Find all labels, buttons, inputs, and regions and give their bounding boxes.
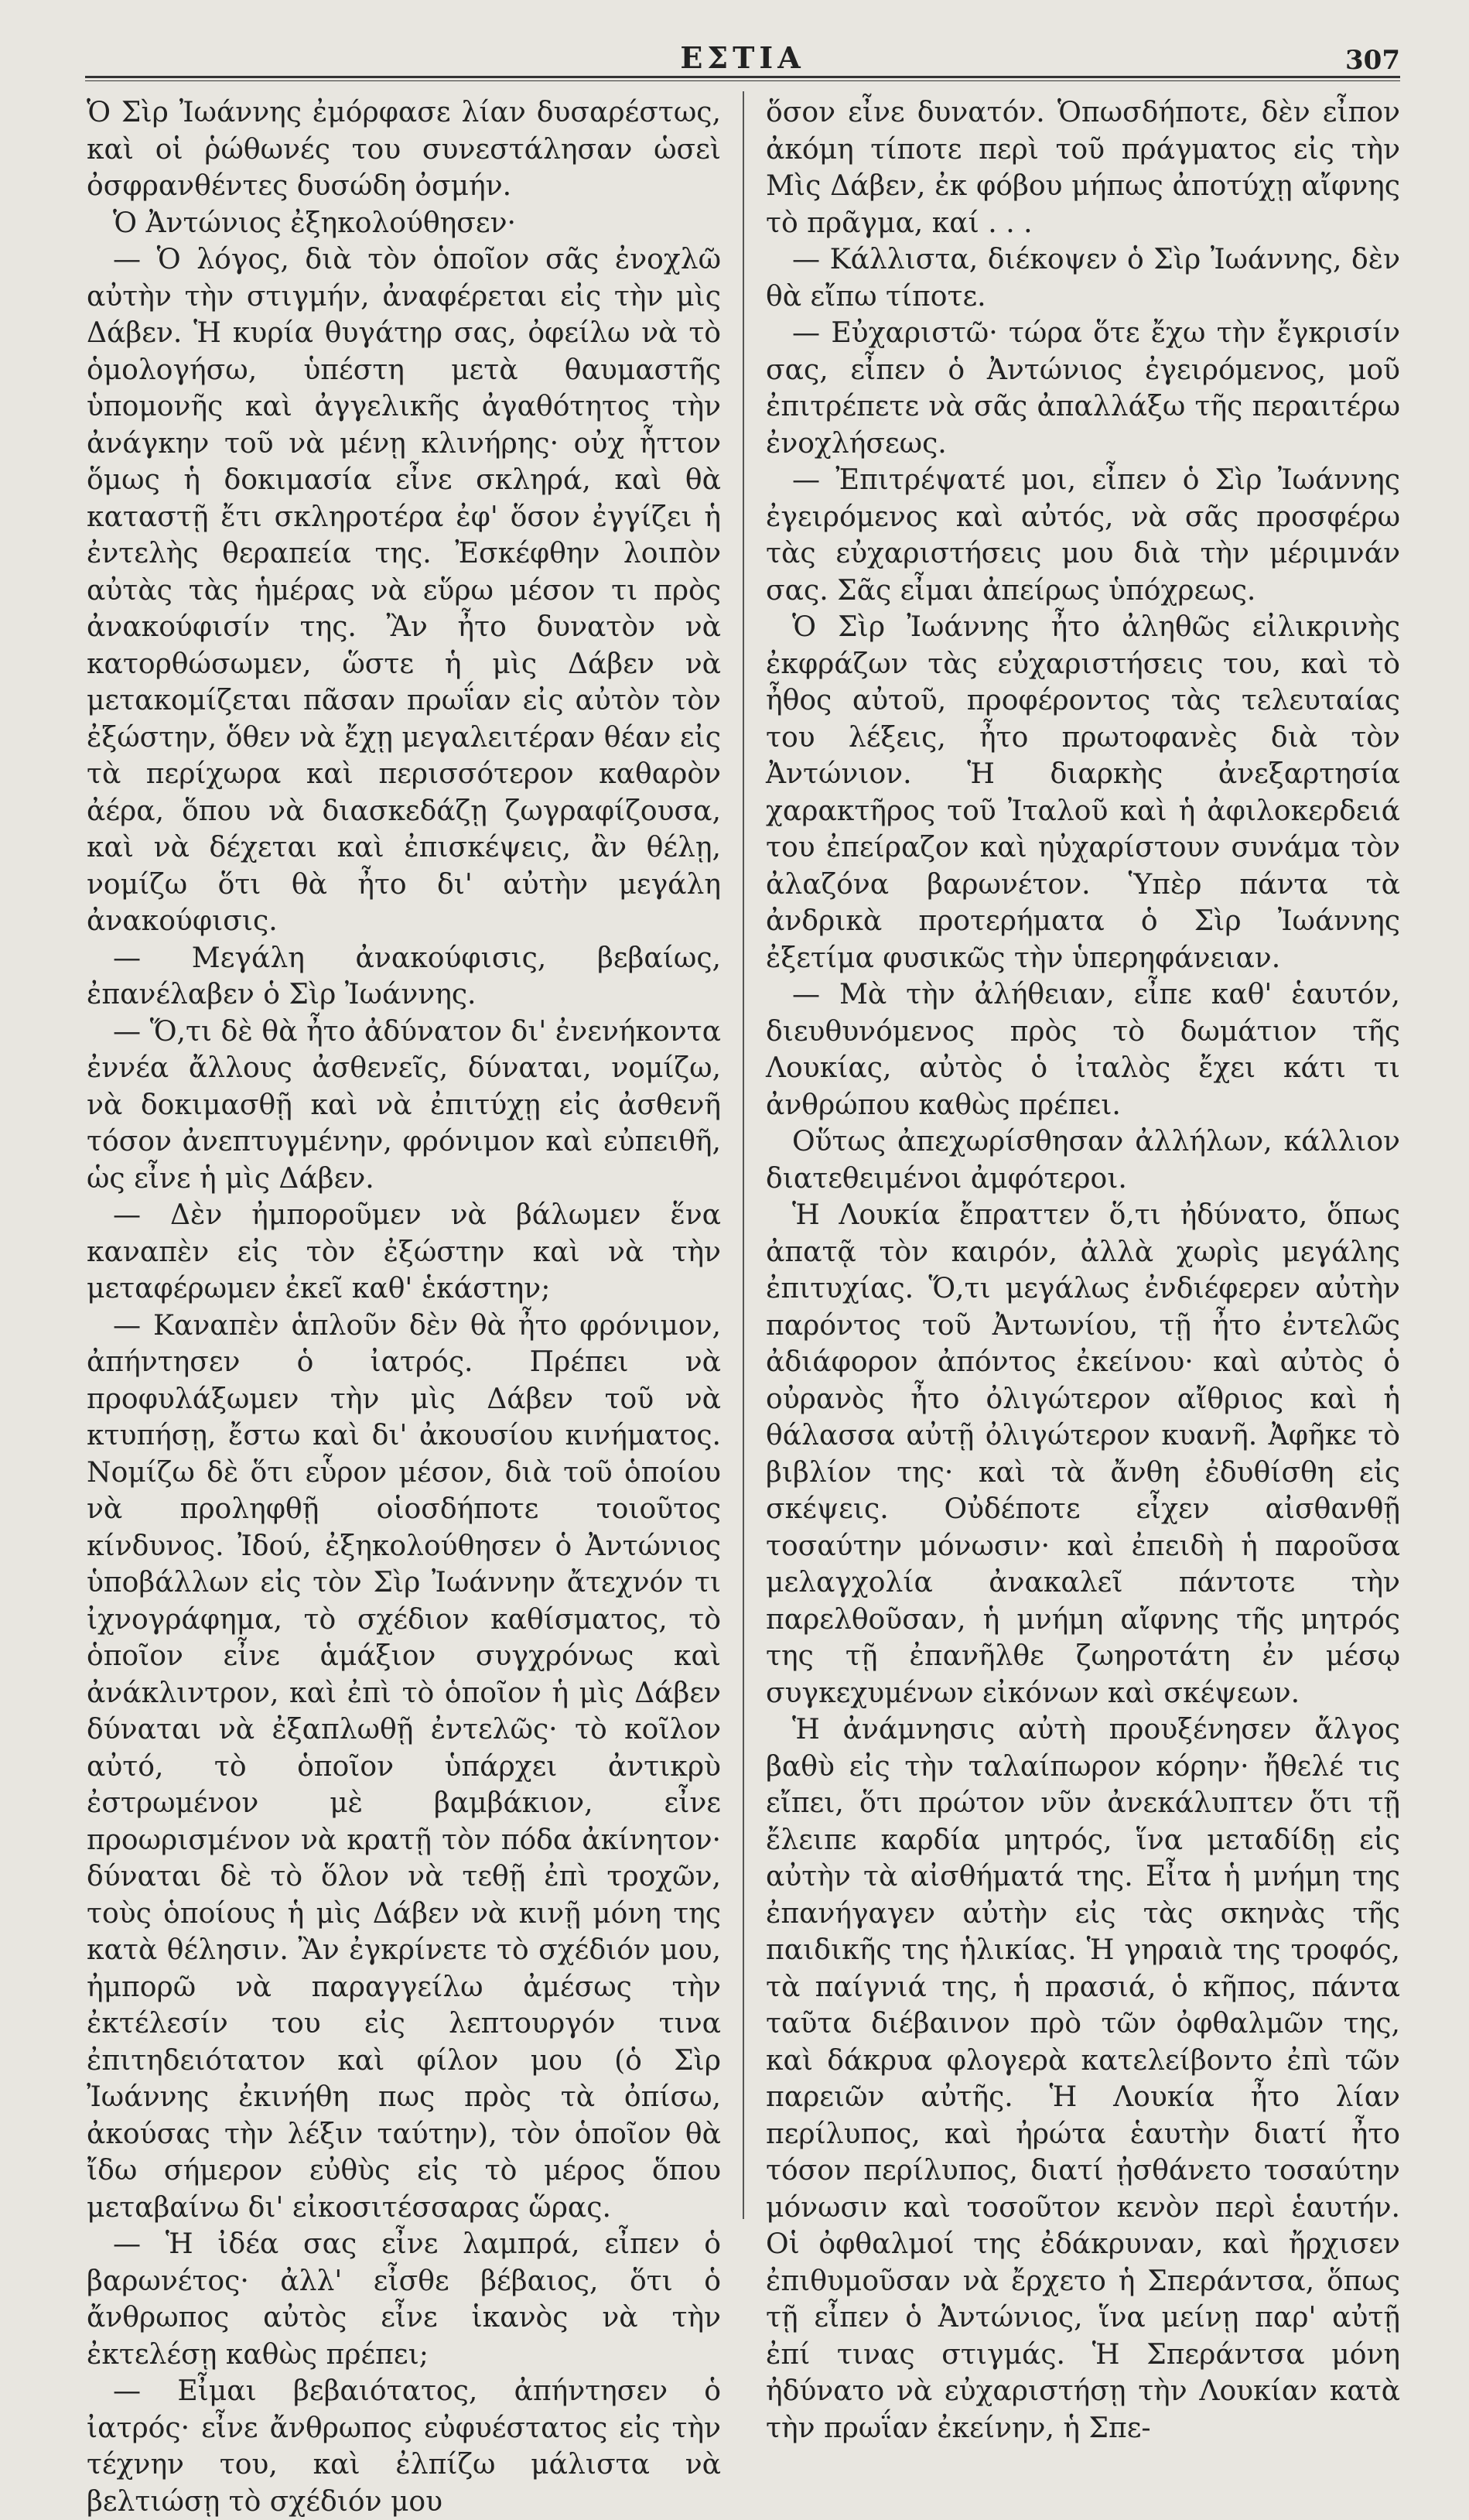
header-rule-thin <box>85 80 1400 81</box>
paragraph: Οὕτως ἀπεχωρίσθησαν ἀλλήλων, κάλλιον διατεθειμένοι ἀμφότεροι. <box>766 1125 1400 1195</box>
paragraph: Ὁ Σὶρ Ἰωάννης ἐμόρφασε λίαν δυσαρέστως, καὶ οἱ ῥώθωνές του συνεστάλησαν ὡσεὶ ὀσφρανθέντες δυσώδη ὀσμήν. <box>87 96 721 202</box>
paragraph: — Εὐχαριστῶ· τώρα ὅτε ἔχω τὴν ἔγκρισίν σας, εἶπεν ὁ Ἀντώνιος ἐγειρόμενος, μοῦ ἐπιτρέπετε νὰ σᾶς ἀπαλλάξω τῆς περαιτέρω ἐνοχλήσεως. <box>766 316 1400 460</box>
header-rule <box>85 76 1400 78</box>
paragraph: Ἡ Λουκία ἔπραττεν ὅ,τι ἠδύνατο, ὅπως ἀπατᾷ τὸν καιρόν, ἀλλὰ χωρὶς μεγάλης ἐπιτυχίας. Ὅ,τι μεγάλως ἐνδιέφερεν αὐτὴν παρόντος τοῦ Ἀντωνίου, τῇ ἦτο ἐντελῶς ἀδιάφορον ἀπόντος ἐκείνου· καὶ αὐτὸς ὁ οὐρανὸς ἦτο ὀλιγώτερον αἴθριος καὶ ἡ θάλασσα αὐτῇ ὀλιγώτερον κυανῆ. Ἀφῆκε τὸ βιβλίον της· καὶ τὰ ἄνθη ἐδυθίσθη εἰς σκέψεις. Οὐδέποτε εἶχεν αἰσθανθῇ τοσαύτην μόνωσιν· καὶ ἐπειδὴ ἡ παροῦσα μελαγχολία ἀνακαλεῖ πάντοτε τὴν παρελθοῦσαν, ἡ μνήμη αἴφνης τῆς μητρός της τῇ ἐπανῆλθε ζωηροτάτη ἐν μέσῳ συγκεχυμένων εἰκόνων καὶ σκέψεων. <box>766 1198 1400 1709</box>
page-header <box>85 34 1400 76</box>
left-column <box>87 94 721 2518</box>
paragraph: — Ὅ,τι δὲ θὰ ἦτο ἀδύνατον δι' ἐνενήκοντα ἐννέα ἄλλους ἀσθενεῖς, δύναται, νομίζω, νὰ δοκιμασθῇ καὶ νὰ ἐπιτύχῃ εἰς ἀσθενῆ τόσον ἀνεπτυγμένην, φρόνιμον καὶ εὐπειθῆ, ὡς εἶνε ἡ μὶς Δάβεν. <box>87 1014 721 1195</box>
paragraph: — Καναπὲν ἁπλοῦν δὲν θὰ ἦτο φρόνιμον, ἀπήντησεν ὁ ἰατρός. Πρέπει νὰ προφυλάξωμεν τὴν μὶς Δάβεν τοῦ νὰ κτυπήσῃ, ἔστω καὶ δι' ἀκουσίου κινήματος. Νομίζω δὲ ὅτι εὗρον μέσον, διὰ τοῦ ὁποίου νὰ προληφθῇ οἱοσδήποτε τοιοῦτος κίνδυνος. Ἰδού, ἐξηκολούθησεν ὁ Ἀντώνιος ὑποβάλλων εἰς τὸν Σὶρ Ἰωάννην ἄτεχνόν τι ἰχνογράφημα, τὸ σχέδιον καθίσματος, τὸ ὁποῖον εἶνε ἁμάξιον συγχρόνως καὶ ἀνάκλιντρον, καὶ ἐπὶ τὸ ὁποῖον ἡ μὶς Δάβεν δύναται νὰ ἐξαπλωθῇ ἐντελῶς· τὸ κοῖλον αὐτό, τὸ ὁποῖον ὑπάρχει ἀντικρὺ ἐστρωμένον μὲ βαμβάκιον, εἶνε προωρισμένον νὰ κρατῇ τὸν πόδα ἀκίνητον· δύναται δὲ τὸ ὅλον νὰ τεθῇ ἐπὶ τροχῶν, τοὺς ὁποίους ἡ μὶς Δάβεν νὰ κινῇ μόνη της κατὰ θέλησιν. Ἂν ἐγκρίνετε τὸ σχέδιόν μου, ἠμπορῶ νὰ παραγγείλω ἀμέσως τὴν ἐκτέλεσίν του εἰς λεπτουργόν τινα ἐπιτηδειότατον καὶ φίλον μου (ὁ Σὶρ Ἰωάννης ἐκινήθη πως πρὸς τὰ ὀπίσω, ἀκούσας τὴν λέξιν ταύτην), τὸν ὁποῖον θὰ ἴδω σήμερον εὐθὺς εἰς τὸ μέρος ὅπου μεταβαίνω δι' εἰκοσιτέσσαρας ὥρας. <box>87 1308 721 2224</box>
page-number: 307 <box>1345 45 1400 76</box>
paragraph: Ἡ ἀνάμνησις αὐτὴ προυξένησεν ἄλγος βαθὺ εἰς τὴν ταλαίπωρον κόρην· ἤθελέ τις εἴπει, ὅτι πρώτον νῦν ἀνεκάλυπτεν ὅτι τῇ ἔλειπε καρδία μητρός, ἵνα μεταδίδῃ εἰς αὐτὴν τὰ αἰσθήματά της. Εἶτα ἡ μνήμη της ἐπανήγαγεν αὐτὴν εἰς τὰς σκηνὰς τῆς παιδικῆς της ἡλικίας. Ἡ γηραιὰ της τροφός, τὰ παίγνιά της, ἡ πρασιά, ὁ κῆπος, πάντα ταῦτα διέβαινον πρὸ τῶν ὀφθαλμῶν της, καὶ δάκρυα φλογερὰ κατελείβοντο ἐπὶ τῶν παρειῶν αὐτῆς. Ἡ Λουκία ἦτο λίαν περίλυπος, καὶ ἠρώτα ἑαυτὴν διατί ἦτο τόσον περίλυπος, διατί ᾐσθάνετο τοσαύτην μόνωσιν καὶ τοσοῦτον κενὸν περὶ ἑαυτήν. Οἱ ὀφθαλμοί της ἐδάκρυναν, καὶ ἤρχισεν ἐπιθυμοῦσαν νὰ ἔρχετο ἡ Σπεράντσα, ὅπως τῇ εἶπεν ὁ Ἀντώνιος, ἵνα μείνῃ παρ' αὐτῇ ἐπί τινας στιγμάς. Ἡ Σπεράντσα μόνη ἠδύνατο νὰ εὐχαριστήσῃ τὴν Λουκίαν κατὰ τὴν πρωΐαν ἐκείνην, ἡ Σπε- <box>766 1713 1400 2444</box>
paragraph: ὅσον εἶνε δυνατόν. Ὁπωσδήποτε, δὲν εἶπον ἀκόμη τίποτε περὶ τοῦ πράγματος εἰς τὴν Μὶς Δάβεν, ἐκ φόβου μήπως ἀποτύχῃ αἴφνης τὸ πρᾶγμα, καί . . . <box>766 96 1400 239</box>
paragraph: Ὁ Ἀντώνιος ἐξηκολούθησεν· <box>113 206 517 239</box>
publication-title: ΕΣΤΙΑ <box>680 40 805 75</box>
paragraph: — Ὁ λόγος, διὰ τὸν ὁποῖον σᾶς ἐνοχλῶ αὐτὴν τὴν στιγμήν, ἀναφέρεται εἰς τὴν μὶς Δάβεν. Ἡ κυρία θυγάτηρ σας, ὀφείλω νὰ τὸ ὁμολογήσω, ὑπέστη μετὰ θαυμαστῆς ὑπομονῆς καὶ ἀγγελικῆς ἀγαθότητος τὴν ἀνάγκην τοῦ νὰ μένῃ κλινήρης· οὐχ ἧττον ὅμως ἡ δοκιμασία εἶνε σκληρά, καὶ θὰ καταστῇ ἔτι σκληροτέρα ἐφ' ὅσον ἐγγίζει ἡ ἐντελὴς θεραπεία της. Ἐσκέφθην λοιπὸν αὐτὰς τὰς ἡμέρας νὰ εὕρω μέσον τι πρὸς ἀνακούφισίν της. Ἂν ἦτο δυνατὸν νὰ κατορθώσωμεν, ὥστε ἡ μὶς Δάβεν νὰ μετακομίζεται πᾶσαν πρωΐαν εἰς αὐτὸν τὸν ἐξώστην, ὅθεν νὰ ἔχῃ μεγαλειτέραν θέαν εἰς τὰ περίχωρα καὶ περισσότερον καθαρὸν ἀέρα, ὅπου νὰ διασκεδάζῃ ζωγραφίζουσα, καὶ νὰ δέχεται καὶ ἐπισκέψεις, ἂν θέλῃ, νομίζω ὅτι θὰ ἦτο δι' αὐτὴν μεγάλη ἀνακούφισις. <box>87 243 721 937</box>
paragraph: — Κάλλιστα, διέκοψεν ὁ Σὶρ Ἰωάννης, δὲν θὰ εἴπω τίποτε. <box>766 243 1400 313</box>
paragraph: — Μὰ τὴν ἀλήθειαν, εἶπε καθ' ἑαυτόν, διευθυνόμενος πρὸς τὸ δωμάτιον τῆς Λουκίας, αὐτὸς ὁ ἰταλὸς ἔχει κάτι τι ἀνθρώπου καθὼς πρέπει. <box>766 978 1400 1121</box>
column-divider <box>743 91 744 2219</box>
paragraph: — Μεγάλη ἀνακούφισις, βεβαίως, ἐπανέλαβεν ὁ Σὶρ Ἰωάννης. <box>87 941 721 1010</box>
paragraph: — Ἐπιτρέψατέ μοι, εἶπεν ὁ Σὶρ Ἰωάννης ἐγειρόμενος καὶ αὐτός, νὰ σᾶς προσφέρω τὰς εὐχαριστήσεις μου διὰ τὴν μέριμνάν σας. Σᾶς εἶμαι ἀπείρως ὑπόχρεως. <box>766 463 1400 607</box>
paragraph: — Δὲν ἠμποροῦμεν νὰ βάλωμεν ἕνα καναπὲν εἰς τὸν ἐξώστην καὶ νὰ τὴν μεταφέρωμεν ἐκεῖ καθ' ἑκάστην; <box>87 1198 721 1304</box>
paragraph: Ὁ Σὶρ Ἰωάννης ἦτο ἀληθῶς εἰλικρινὴς ἐκφράζων τὰς εὐχαριστήσεις του, καὶ τὸ ἦθος αὐτοῦ, προφέροντος τὰς τελευταίας του λέξεις, ἦτο πρωτοφανὲς διὰ τὸν Ἀντώνιον. Ἡ διαρκὴς ἀνεξαρτησία χαρακτῆρος τοῦ Ἰταλοῦ καὶ ἡ ἀφιλοκερδειά του ἐπείραζον καὶ ηὐχαρίστουν συνάμα τὸν ἀλαζόνα βαρωνέτον. Ὑπὲρ πάντα τὰ ἀνδρικὰ προτερήματα ὁ Σὶρ Ἰωάννης ἐξετίμα φυσικῶς τὴν ὑπερηφάνειαν. <box>766 610 1400 974</box>
right-column <box>766 94 1400 2444</box>
paragraph: — Εἶμαι βεβαιότατος, ἀπήντησεν ὁ ἰατρός· εἶνε ἄνθρωπος εὐφυέστατος εἰς τὴν τέχνην του, καὶ ἐλπίζω μάλιστα νὰ βελτιώσῃ τὸ σχέδιόν μου <box>87 2375 721 2518</box>
paragraph: — Ἡ ἰδέα σας εἶνε λαμπρά, εἶπεν ὁ βαρωνέτος· ἀλλ' εἶσθε βέβαιος, ὅτι ὁ ἄνθρωπος αὐτὸς εἶνε ἱκανὸς νὰ τὴν ἐκτελέσῃ καθὼς πρέπει; <box>87 2228 721 2371</box>
